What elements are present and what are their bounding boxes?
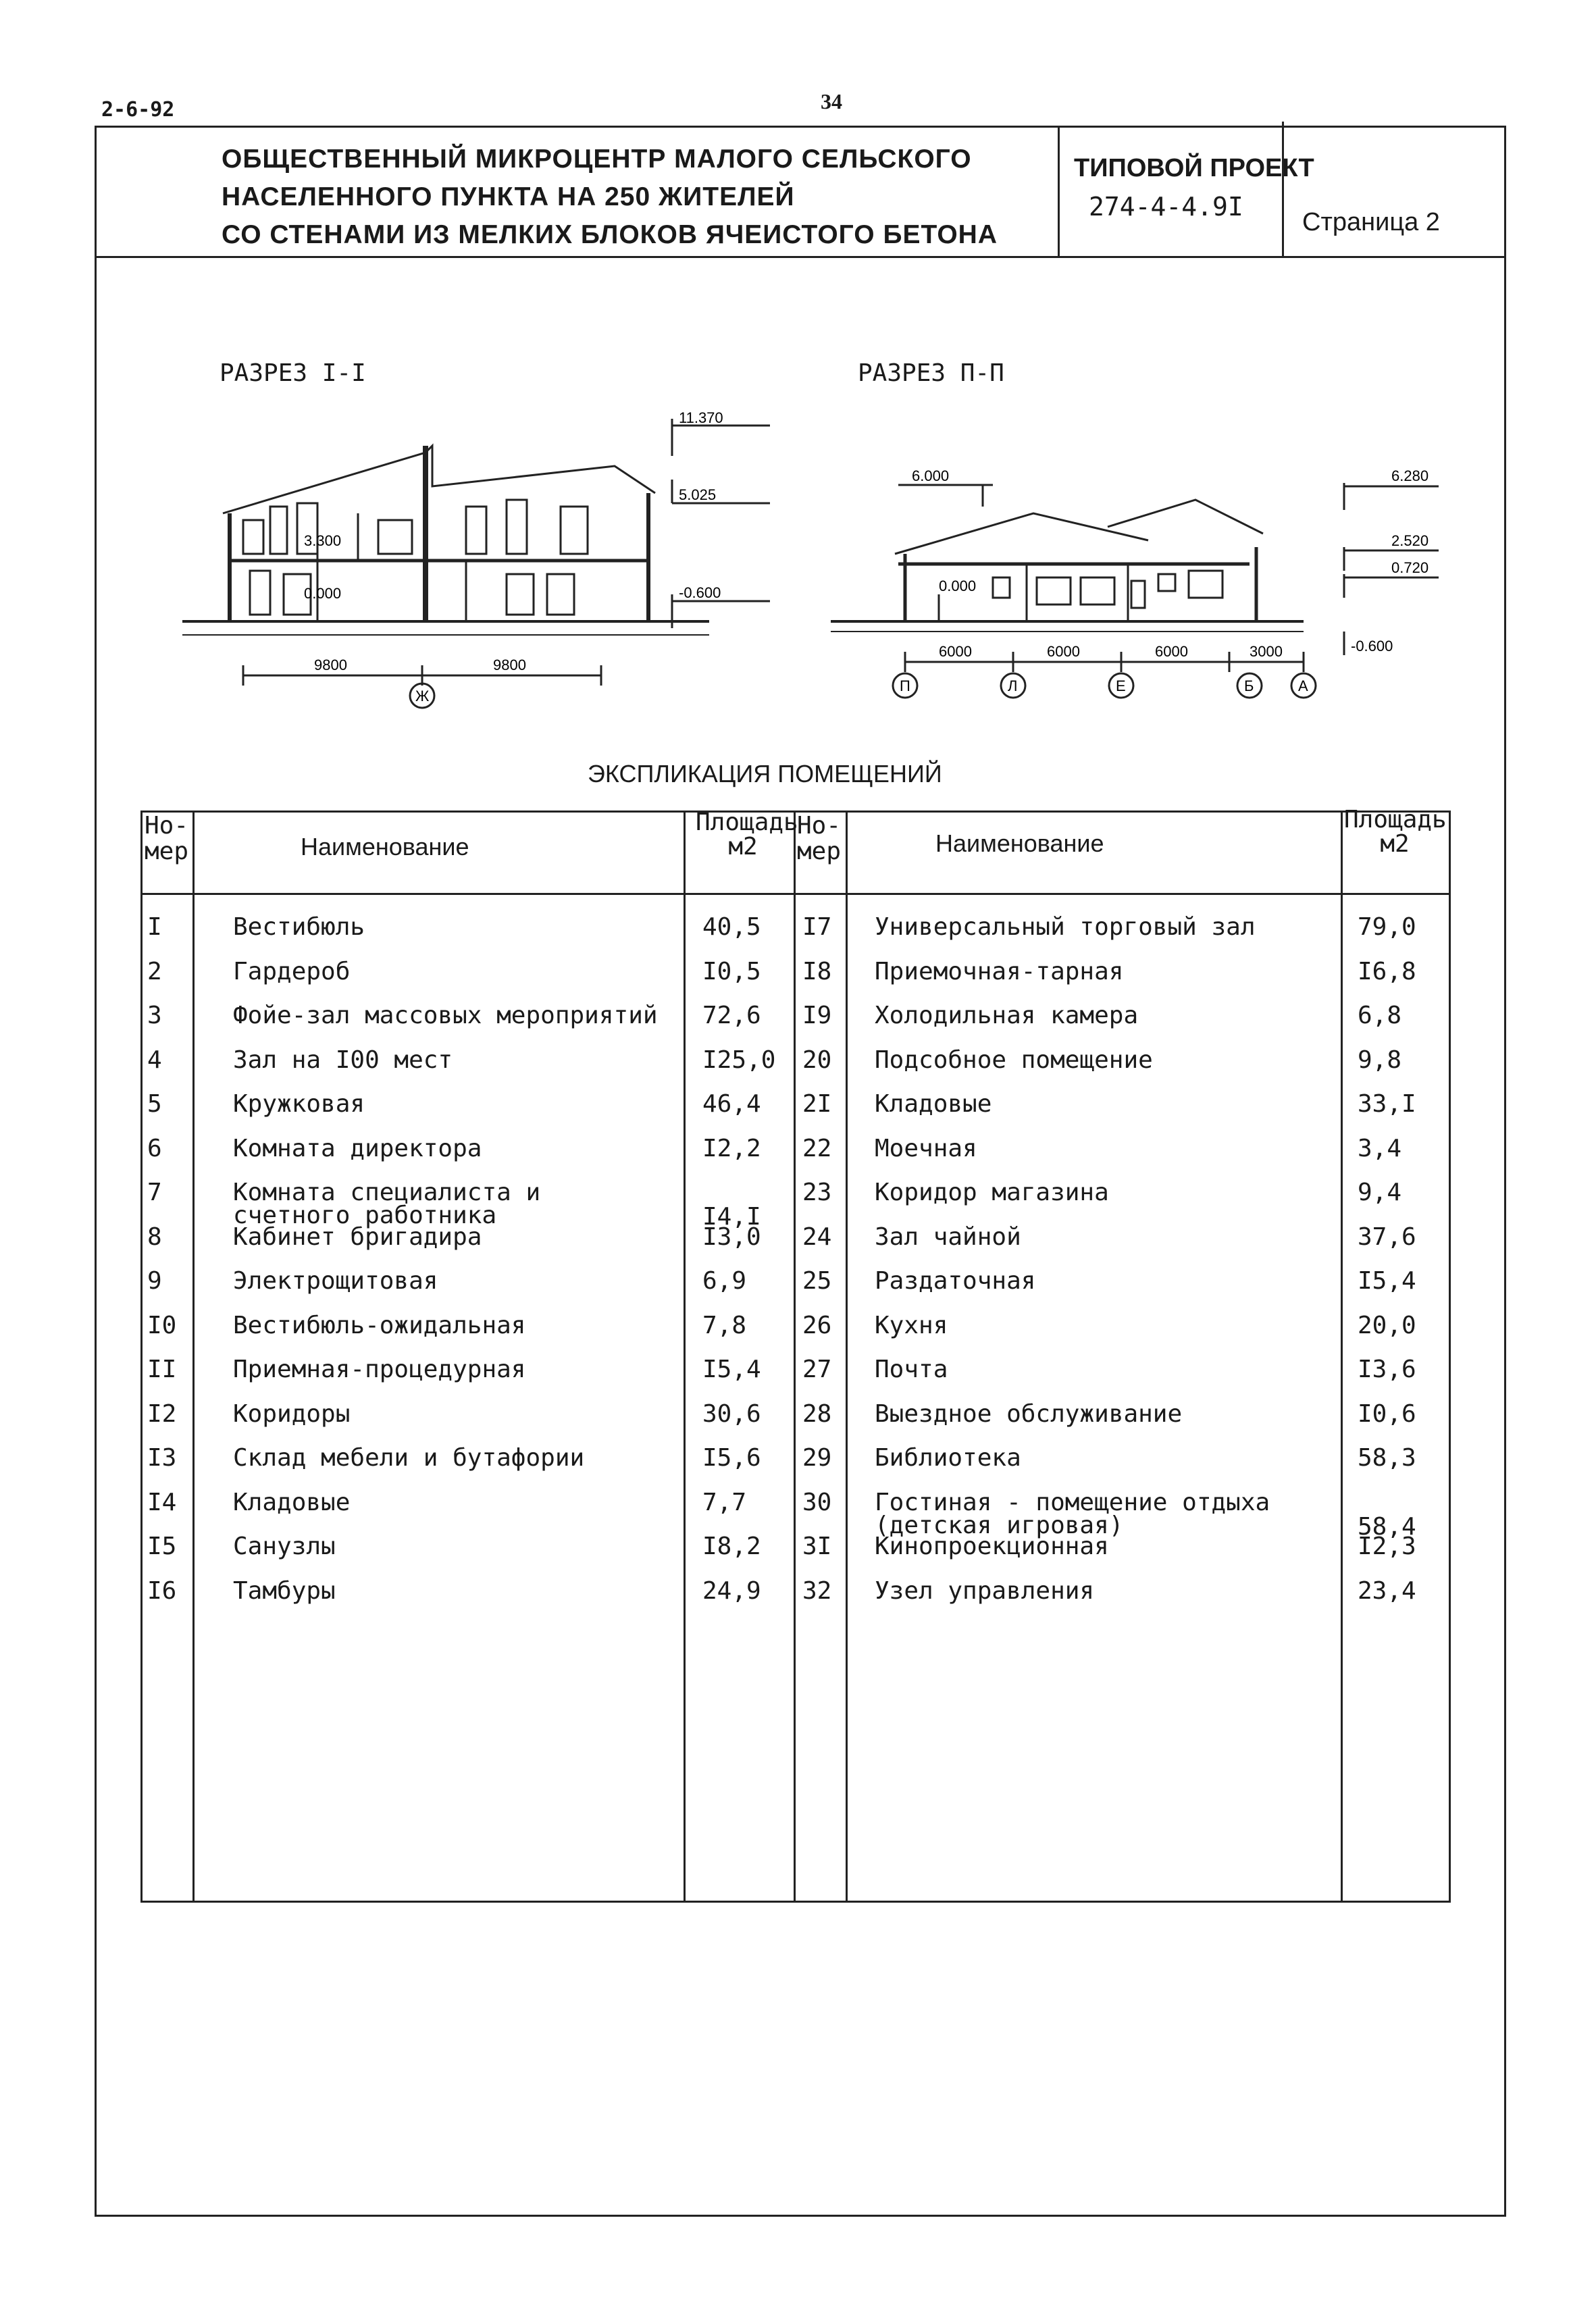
left-row-area-13: 7,7 [702,1488,747,1516]
right-row-name-14: Кинопроекционная [875,1533,1109,1560]
hdr-num-right-l1: Но- [797,812,842,840]
right-row-num-8: 25 [802,1267,832,1295]
table-col-5 [1341,811,1343,1903]
hdr-area-right-l1: Площадь [1344,806,1447,833]
left-row-name-4: Кружковая [233,1090,365,1118]
left-row-area-8: 6,9 [702,1267,747,1295]
left-row-num-0: I [147,913,162,941]
left-row-name-15: Тамбуры [233,1576,336,1605]
right-row-name-7: Зал чайной [875,1223,1021,1251]
left-row-name-2: Фойе-зал массовых мероприятий [233,1002,658,1029]
right-row-name-0: Универсальный торговый зал [875,913,1256,941]
left-row-area-1: I0,5 [702,957,761,985]
hdr-num-right-l2: мер [797,838,842,865]
right-row-name-6: Коридор магазина [875,1179,1109,1206]
left-row-num-3: 4 [147,1046,162,1074]
s1-dim-2: 9800 [493,657,526,673]
left-row-name-7: Кабинет бригадира [233,1223,482,1251]
project-title [222,140,998,254]
left-row-name-3: Зал на I00 мест [233,1046,453,1074]
right-row-name-4: Кладовые [875,1090,992,1118]
right-row-area-2: 6,8 [1358,1002,1402,1029]
s2-axis-4: Б [1244,677,1254,694]
right-row-name-5: Моечная [875,1134,977,1162]
left-row-name-13: Кладовые [233,1488,351,1516]
left-row-area-5: I2,2 [702,1134,761,1162]
project-number: 274-4-4.9I [1089,192,1243,222]
right-row-num-11: 28 [802,1399,832,1428]
hdr-area-left-l1: Площадь [696,808,798,836]
left-row-num-1: 2 [147,957,162,985]
left-row-name-8: Электрощитовая [233,1267,438,1295]
left-row-num-13: I4 [147,1488,177,1516]
right-row-name-15: Узел управления [875,1576,1095,1605]
right-row-name2-13: (детская игровая) [875,1511,1124,1539]
right-row-num-4: 2I [802,1090,832,1118]
right-row-num-12: 29 [802,1444,832,1472]
left-row-area-10: I5,4 [702,1356,761,1383]
right-row-area-7: 37,6 [1358,1223,1416,1251]
s2-level-6000: 6.000 [912,467,950,484]
s1-level-5025: 5.025 [679,486,717,503]
left-row-name2-6: счетного работника [233,1202,497,1229]
explication-title: ЭКСПЛИКАЦИЯ ПОМЕЩЕНИЙ [588,760,942,788]
left-row-name-1: Гардероб [233,957,351,985]
right-row-num-7: 24 [802,1223,832,1251]
left-row-area-2: 72,6 [702,1002,761,1029]
page-label: Страница 2 [1302,208,1440,236]
title-line-1: ОБЩЕСТВЕННЫЙ МИКРОЦЕНТР МАЛОГО СЕЛЬСКОГО [222,145,972,174]
hdr-num-right [797,813,841,865]
right-row-area-3: 9,8 [1358,1046,1402,1074]
s1-axis: Ж [415,688,430,704]
right-row-area-1: I6,8 [1358,957,1416,985]
right-row-area-14: I2,3 [1358,1533,1416,1560]
section-2-title: РАЗРЕЗ П-П [858,359,1004,387]
title-line-2: НАСЕЛЕННОГО ПУНКТА НА 250 ЖИТЕЛЕЙ [222,182,795,211]
right-row-area-6: 9,4 [1358,1179,1402,1206]
left-row-name-9: Вестибюль-ожидальная [233,1311,526,1339]
right-row-area-10: I3,6 [1358,1356,1416,1383]
left-row-area-15: 24,9 [702,1576,761,1605]
left-row-num-5: 6 [147,1134,162,1162]
hdr-area-left-l2: м2 [728,833,758,860]
table-col-2 [684,811,686,1903]
right-row-num-6: 23 [802,1179,832,1206]
hdr-name-right: Наименование [935,829,1104,857]
left-row-area-14: I8,2 [702,1533,761,1560]
title-divider-2 [1282,122,1284,258]
left-row-area-0: 40,5 [702,913,761,941]
right-row-name-11: Выездное обслуживание [875,1399,1183,1428]
right-row-num-2: I9 [802,1002,832,1029]
right-row-name-3: Подсобное помещение [875,1046,1153,1074]
table-header-rule [140,893,1451,895]
right-row-area-5: 3,4 [1358,1134,1402,1162]
project-label: ТИПОВОЙ ПРОЕКТ [1074,154,1314,182]
s2-level-6280: 6.280 [1391,467,1429,484]
hdr-name-left: Наименование [301,833,469,860]
s2-dim-3: 6000 [1155,643,1188,660]
doc-code: 2-6-92 [101,98,175,122]
s1-level-0600: -0.600 [679,584,721,601]
page-number: 34 [821,89,842,113]
s2-level-0720: 0.720 [1391,559,1429,576]
left-row-num-8: 9 [147,1267,162,1295]
left-row-name-10: Приемная-процедурная [233,1356,526,1383]
right-row-num-15: 32 [802,1576,832,1605]
right-row-num-10: 27 [802,1356,832,1383]
right-row-area-4: 33,I [1358,1090,1416,1118]
left-row-num-9: I0 [147,1311,177,1339]
right-row-num-5: 22 [802,1134,832,1162]
section-1-title: РАЗРЕЗ I-I [220,359,366,387]
s2-level-0000: 0.000 [939,577,977,594]
left-row-area-3: I25,0 [702,1046,776,1074]
s2-dim-1: 6000 [939,643,972,660]
left-row-num-14: I5 [147,1533,177,1560]
right-row-name-12: Библиотека [875,1444,1021,1472]
right-row-area-9: 20,0 [1358,1311,1416,1339]
right-row-num-0: I7 [802,913,832,941]
left-row-num-11: I2 [147,1399,177,1428]
right-row-name-2: Холодильная камера [875,1002,1139,1029]
right-row-num-1: I8 [802,957,832,985]
s1-level-0000: 0.000 [304,585,342,602]
right-row-num-13: 30 [802,1488,832,1516]
s2-level-2520: 2.520 [1391,532,1429,549]
s1-level-3300: 3.300 [304,532,342,549]
title-divider-1 [1058,126,1060,258]
right-row-area-13: 58,4 [1358,1512,1416,1541]
right-row-area-11: I0,6 [1358,1399,1416,1428]
section-2-drawing [831,446,1452,716]
table-col-1 [192,811,195,1903]
title-line-3: СО СТЕНАМИ ИЗ МЕЛКИХ БЛОКОВ ЯЧЕИСТОГО БЕТОНА [222,220,998,249]
right-row-name-9: Кухня [875,1311,948,1339]
left-row-num-4: 5 [147,1090,162,1118]
right-row-name-10: Почта [875,1356,948,1383]
hdr-num-left-l2: мер [145,838,189,865]
s2-axis-2: Л [1008,677,1018,694]
hdr-num-left-l1: Но- [145,812,189,840]
left-row-num-7: 8 [147,1223,162,1251]
s2-dim-4: 3000 [1250,643,1283,660]
right-row-area-12: 58,3 [1358,1444,1416,1472]
left-row-area-12: I5,6 [702,1444,761,1472]
left-row-name-5: Комната директора [233,1134,482,1162]
hdr-num-left [145,813,188,865]
hdr-area-right [1344,808,1445,856]
hdr-area-right-l2: м2 [1380,830,1410,858]
s1-level-11370: 11.370 [679,409,723,426]
right-row-name-8: Раздаточная [875,1267,1036,1295]
s2-axis-3: Е [1116,677,1126,694]
s2-axis-5: А [1298,677,1308,694]
right-row-num-14: 3I [802,1533,832,1560]
right-row-area-8: I5,4 [1358,1267,1416,1295]
left-row-name-6: Комната специалиста и [233,1179,541,1206]
left-row-area-11: 30,6 [702,1399,761,1428]
right-row-num-9: 26 [802,1311,832,1339]
s2-level-0600: -0.600 [1351,638,1393,654]
left-row-num-15: I6 [147,1576,177,1605]
left-row-area-7: I3,0 [702,1223,761,1251]
left-row-area-6: I4,I [702,1203,761,1231]
left-row-area-4: 46,4 [702,1090,761,1118]
right-row-area-15: 23,4 [1358,1576,1416,1605]
right-row-area-0: 79,0 [1358,913,1416,941]
left-row-area-9: 7,8 [702,1311,747,1339]
s2-axis-1: П [900,677,910,694]
left-row-num-12: I3 [147,1444,177,1472]
left-row-name-0: Вестибюль [233,913,365,941]
table-col-3 [794,811,796,1903]
left-row-name-12: Склад мебели и бутафории [233,1444,585,1472]
left-row-name-14: Санузлы [233,1533,336,1560]
section-1-drawing [182,405,790,716]
right-row-num-3: 20 [802,1046,832,1074]
table-col-4 [846,811,848,1903]
left-row-num-2: 3 [147,1002,162,1029]
right-row-name-1: Приемочная-тарная [875,957,1124,985]
hdr-area-left [696,808,798,860]
left-row-num-10: II [147,1356,177,1383]
s1-dim-1: 9800 [314,657,347,673]
s2-dim-2: 6000 [1047,643,1080,660]
left-row-num-6: 7 [147,1179,162,1206]
left-row-name-11: Коридоры [233,1399,351,1428]
right-row-name-13: Гостиная - помещение отдыха [875,1488,1270,1516]
